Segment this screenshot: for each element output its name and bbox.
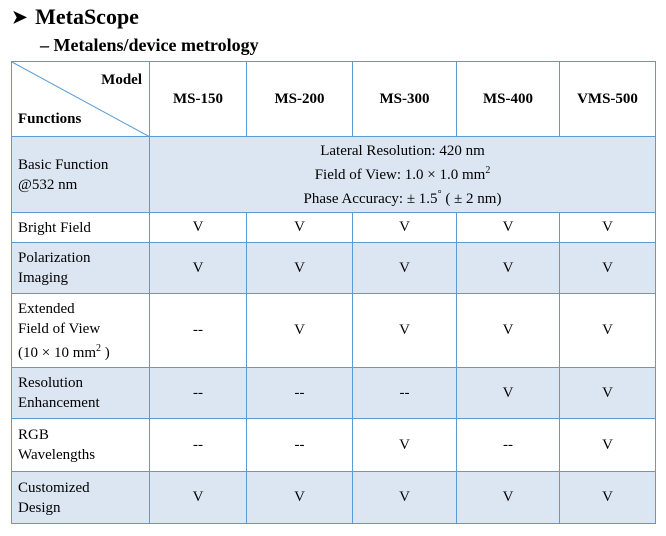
availability-cell: V bbox=[247, 243, 353, 294]
arrow-bullet-icon: ➤ bbox=[12, 6, 28, 27]
feature-row bbox=[12, 213, 656, 243]
model-header: VMS-500 bbox=[560, 62, 656, 137]
availability-cell: -- bbox=[247, 419, 353, 472]
feature-row bbox=[12, 472, 656, 524]
availability-cell: V bbox=[353, 243, 457, 294]
function-label bbox=[12, 137, 150, 213]
function-label bbox=[12, 419, 150, 472]
availability-cell: -- bbox=[457, 419, 560, 472]
feature-row bbox=[12, 419, 656, 472]
header-row bbox=[12, 62, 656, 137]
availability-cell: V bbox=[560, 368, 656, 419]
availability-cell: V bbox=[353, 419, 457, 472]
availability-cell: V bbox=[560, 472, 656, 524]
availability-cell: V bbox=[353, 472, 457, 524]
function-label bbox=[12, 368, 150, 419]
availability-cell: -- bbox=[150, 294, 247, 368]
function-label-line: Field of View bbox=[18, 320, 101, 337]
availability-cell: -- bbox=[150, 419, 247, 472]
function-label-line: Resolution bbox=[18, 375, 84, 391]
availability-cell: V bbox=[457, 243, 560, 294]
function-label-line: Bright Field bbox=[18, 219, 91, 236]
model-header: MS-150 bbox=[150, 62, 247, 137]
model-header: MS-200 bbox=[247, 62, 353, 137]
availability-cell: V bbox=[150, 213, 247, 243]
availability-cell: V bbox=[353, 294, 457, 368]
comparison-table bbox=[11, 61, 656, 524]
availability-cell: -- bbox=[247, 368, 353, 419]
function-label-line: Extended bbox=[18, 300, 75, 317]
function-label bbox=[12, 294, 150, 368]
corner-cell bbox=[12, 62, 150, 137]
feature-row bbox=[12, 294, 656, 368]
function-label-line: Design bbox=[18, 499, 61, 516]
availability-cell: V bbox=[560, 294, 656, 368]
availability-cell: V bbox=[150, 472, 247, 524]
availability-cell: V bbox=[247, 294, 353, 368]
title-text: MetaScope bbox=[35, 4, 139, 29]
page-subtitle: – Metalens/device metrology bbox=[40, 35, 259, 55]
function-label-line: @532 nm bbox=[18, 176, 78, 193]
availability-cell: V bbox=[353, 213, 457, 243]
page-title bbox=[12, 4, 139, 30]
feature-row bbox=[12, 368, 656, 419]
corner-label-model: Model bbox=[101, 72, 142, 88]
function-label-line: Enhancement bbox=[18, 395, 100, 411]
function-label-line: Polarization bbox=[18, 250, 91, 266]
availability-cell: V bbox=[560, 419, 656, 472]
availability-cell: V bbox=[457, 294, 560, 368]
lateral-resolution: Lateral Resolution: 420 nm bbox=[320, 142, 485, 159]
field-of-view: Field of View: 1.0 × 1.0 $mm^2$ bbox=[314, 164, 491, 183]
availability-cell: -- bbox=[353, 368, 457, 419]
availability-cell: V bbox=[457, 213, 560, 243]
model-header: MS-400 bbox=[457, 62, 560, 137]
function-label-line: RGB bbox=[18, 427, 49, 443]
function-label-line: Wavelengths bbox=[18, 447, 96, 463]
basic-spec-cell bbox=[150, 137, 656, 213]
corner-label-functions: Functions bbox=[18, 111, 82, 127]
function-label-line: Basic Function bbox=[18, 156, 109, 173]
availability-cell: V bbox=[247, 472, 353, 524]
basic-function-row bbox=[12, 137, 656, 213]
function-label bbox=[12, 213, 150, 243]
availability-cell: V bbox=[150, 243, 247, 294]
availability-cell: V bbox=[560, 243, 656, 294]
function-label-line: (10 × 10 $mm^2$ ) bbox=[18, 342, 110, 361]
phase-accuracy: Phase Accuracy: ± 1.5° ( ± 2 nm) bbox=[303, 188, 502, 207]
model-header: MS-300 bbox=[353, 62, 457, 137]
availability-cell: V bbox=[457, 472, 560, 524]
feature-row bbox=[12, 243, 656, 294]
availability-cell: V bbox=[457, 368, 560, 419]
function-label-line: Customized bbox=[18, 479, 90, 496]
function-label bbox=[12, 472, 150, 524]
availability-cell: -- bbox=[150, 368, 247, 419]
function-label bbox=[12, 243, 150, 294]
availability-cell: V bbox=[247, 213, 353, 243]
availability-cell: V bbox=[560, 213, 656, 243]
function-label-line: Imaging bbox=[18, 270, 68, 286]
